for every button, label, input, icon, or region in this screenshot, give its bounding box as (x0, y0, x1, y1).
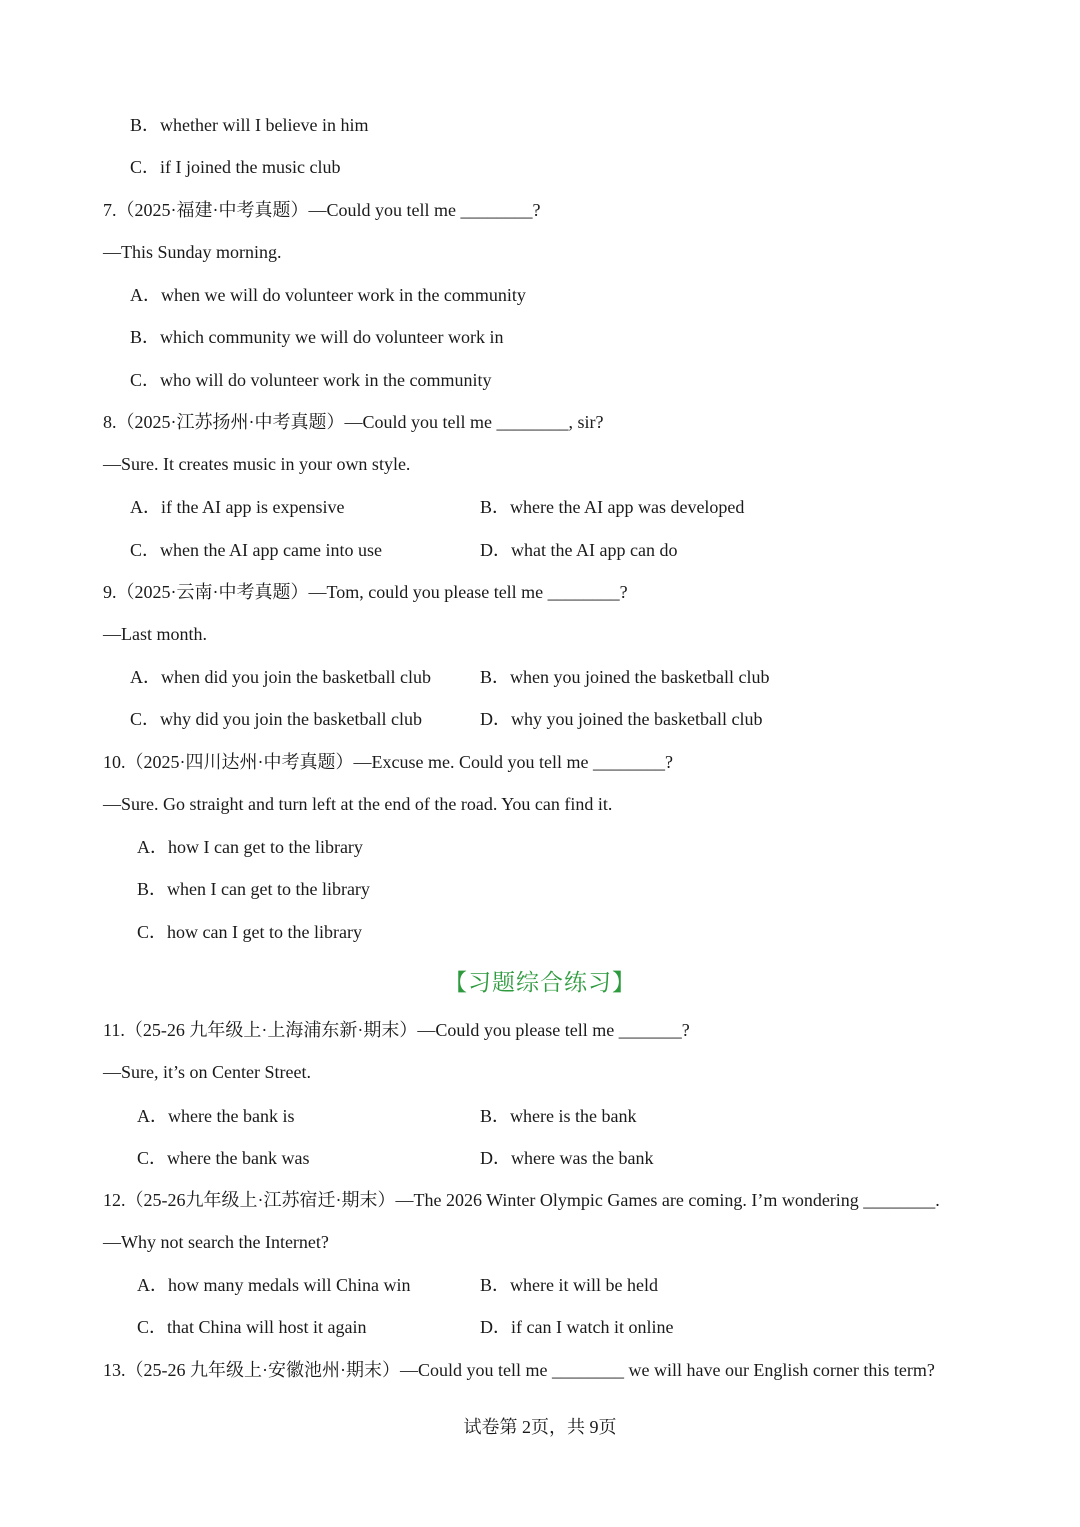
question-10: 10.（2025·四川达州·中考真题）—Excuse me. Could you tell me ________? (103, 752, 673, 772)
option-d: D．if can I watch it online (480, 1317, 674, 1337)
option-b: B．when I can get to the library (137, 879, 370, 899)
page-footer: 试卷第 2页，共 9页 (463, 1417, 617, 1437)
question-8-reply: —Sure. It creates music in your own style. (103, 454, 411, 474)
option-c: C．that China will host it again (137, 1317, 367, 1337)
option-a: A．when did you join the basketball club (130, 667, 431, 687)
option-a: A．where the bank is (137, 1106, 295, 1126)
section-title: 【习题综合练习】 (444, 970, 636, 996)
option-a: A．how I can get to the library (137, 837, 363, 857)
question-10-reply: —Sure. Go straight and turn left at the end of the road. You can find it. (103, 794, 613, 814)
option-c: C．who will do volunteer work in the community (130, 370, 492, 390)
question-9: 9.（2025·云南·中考真题）—Tom, could you please tell me ________? (103, 582, 628, 602)
option-b: B．which community we will do volunteer work in (130, 327, 504, 347)
question-8: 8.（2025·江苏扬州·中考真题）—Could you tell me ________, sir? (103, 412, 604, 432)
question-12: 12.（25-26九年级上·江苏宿迁·期末）—The 2026 Winter Olympic Games are coming. I’m wondering ________. (103, 1190, 940, 1210)
option-c: C．where the bank was (137, 1148, 310, 1168)
option-d: D．what the AI app can do (480, 540, 678, 560)
question-13: 13.（25-26 九年级上·安徽池州·期末）—Could you tell me ________ we will have our English corner this term? (103, 1360, 935, 1380)
option-b: B．where the AI app was developed (480, 497, 745, 517)
option-c: C．if I joined the music club (130, 157, 341, 177)
option-b: B．when you joined the basketball club (480, 667, 770, 687)
question-12-reply: —Why not search the Internet? (103, 1232, 329, 1252)
option-d: D．where was the bank (480, 1148, 654, 1168)
option-a: A．how many medals will China win (137, 1275, 411, 1295)
question-11-reply: —Sure, it’s on Center Street. (103, 1062, 311, 1082)
option-a: A．if the AI app is expensive (130, 497, 345, 517)
question-7: 7.（2025·福建·中考真题）—Could you tell me ________? (103, 200, 541, 220)
option-b: B．where it will be held (480, 1275, 658, 1295)
option-d: D．why you joined the basketball club (480, 709, 763, 729)
option-c: C．when the AI app came into use (130, 540, 382, 560)
option-c: C．why did you join the basketball club (130, 709, 422, 729)
option-a: A．when we will do volunteer work in the community (130, 285, 526, 305)
question-7-reply: —This Sunday morning. (103, 242, 282, 262)
option-b: B．whether will I believe in him (130, 115, 369, 135)
question-11: 11.（25-26 九年级上·上海浦东新·期末）—Could you please tell me _______? (103, 1020, 690, 1040)
option-b: B．where is the bank (480, 1106, 637, 1126)
option-c: C．how can I get to the library (137, 922, 362, 942)
question-9-reply: —Last month. (103, 624, 207, 644)
